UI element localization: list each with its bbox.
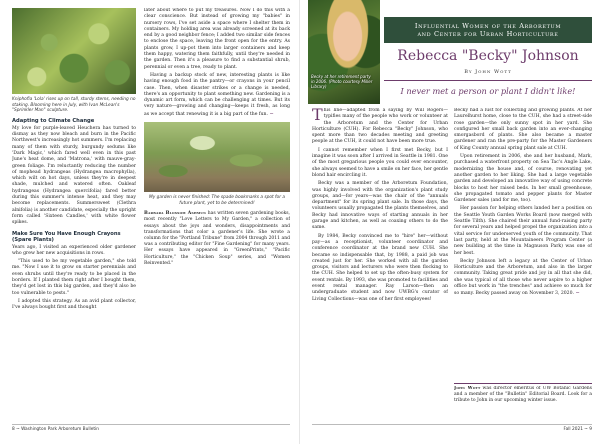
drop-cap: T [312,108,323,124]
end-mark-icon: ~ [269,110,274,117]
title-rule [384,80,592,81]
youth-garden-paragraph: Her passion for helping others landed her a position on the Seattle Youth Garden Works Board (now merged with Seattle Tilth). She chaired their annual fund-raising party for several years and helped propel the organization into a vital service for underserved youth of the community. That last party, held at the Mountaineers Program Center (a new building at the time in Magnuson Park) was one of her best. [454,206,592,256]
series-header-line-1: Influential Women of the Arboretum [414,22,562,30]
author-bio-wott [454,386,592,405]
becky-portrait-caption: Becky at her retirement party in 2006. (Photo courtesy Miller Library) [311,74,373,89]
article-deck: I never met a person or plant I didn't like! [400,86,576,96]
retirement-paragraph: Upon retirement in 2006, she and her husband, Mark, purchased a waterfront property on Sea Tac's Angle Lake, modernizing the house and, of course, renovating yet another garden to her liking. She had a large vegetable garden and developed an innovative way of using concrete blocks to host her raised beds. In her small greenhouse, she propagated tomato and pepper plants for Master Gardener sales (and for me, too). [454,154,592,204]
legacy-text: Becky Johnson left a legacy at the Center of Urban Horticulture and the Arboretum, and also in the larger community. Taking great pride and joy in all that she did, she was typical of all those who never aspire to a higher office but work in "the trenches" and achieve so much for so many. Becky passed away on November 3, 2020. [454,258,592,297]
becky-portrait-photo [308,0,380,104]
author-bio-ashmun-text: has written seven gardening books, most recently "Love Letters to My Garden," a collection of essays about the joys and wonders, disappointments and transformations that color a gardener's life. She wrote a column for the "Portland Tribune" from 2004 through 2011 and was a contributing editor for "Fine Gardening" for many years. Her essays have appeared in "GreenPrints," "Pacific Horticulture," the "Chicken Soup" series, and "Women Reinvented." [144,211,290,266]
right-page-footer: Fall 2021 ~ 9 [563,427,592,432]
home-garden-paragraph: Becky had a lust for collecting and growing plants. At her Laurelhurst home, close to the CUH, she had a street-side rose garden—the only sunny spot in her yard. She configured her small back garden into an ever-changing smorgasbord of plants. She also became a master gardener and ran the pre-party for the Master Gardeners of King County annual spring plant sale at CUH. [454,108,592,151]
series-header-band [384,17,592,43]
holding-area-paragraph: later about where to put my treasures. Now I do this with a clear conscience. But instead of growing my "babies" in nursery rows, I've set aside a space where I shelter them in containers. My holding area was already screened at its back end by a good neighbor fence; I added two similar side fences to enclose the space, leaving the front open for the entry. As plants grow, I up-pot them into larger containers and keep them happy, watering them faithfully, until they're needed in the garden. Then it's a pleasure to find a substantial shrub, perennial or even a tree, ready to plant. [144,8,290,70]
crayons-paragraph-2: "This used to be my vegetable garden," she told me. "Now I use it to grow on starter perennials and even shrubs until they're ready to be placed in the borders. If I planted them right after I bought them, they'd get lost in this big garden, and they'd also be too vulnerable to pests." [12,259,136,296]
byline: By John Wott [464,69,512,75]
opening-paragraph [312,108,448,146]
author-bio-wott-box [454,386,592,422]
kniphofia-photo-caption: Kniphofia 'Lola' rises up on tall, sturdy stems, needing no staking. Blooming here in July, with Ivan McLean's "Sprinkler Man" sculpture. [12,97,136,114]
left-page-column-2 [144,8,290,420]
climate-paragraph: My love for purple-leaved Heuchera has turned to dismay as they now bleach and burn in the Pacific Northwest's increasingly hot summers. I'm replacing many of them with sturdy, burgundy sedums like 'Dark Magic,' which fared well even in this past June's heat dome, and 'Matrona,' with mauve-gray-green foliage. I'm reluctantly reducing the number of mophead hydrangeas (Hydrangea macrophylla), which wilt on hot days, unless they're in deepest shade, mulched and watered often. Oakleaf hydrangeas (Hydrangea quercifolia) fared better during this summer's intense heat, and they may become replacements. Summersweet (Clethra alnifolia) is another candidate, especially the upright form called 'Sixteen Candles,' with white flower spikes. [12,125,136,226]
right-page [300,0,600,444]
author-bio-wott-text: was director emeritus of UW Botanic Gardens and a member of the "Bulletin" Editorial Board. Look for a tribute to John in our upcoming winter issue. [454,386,592,404]
author-name-ashmun: Barbara Blossom Ashmun [144,211,207,217]
cuh-job-paragraph: By 1984, Becky convinced me to "hire" her—without pay—as a receptionist, volunteer coordinator and conference coordinator at the brand new CUH. She became so indispensable that, by 1988, a paid job was created just for her. She worked with all the garden groups, visitors and lecturers who were then flocking to the CUH. She helped to set up the often-busy system for event rentals. By 1993, she was promoted to facilities and event rental manager. Ray Larson—then an undergraduate student and now UWBG's curator of Living Collections—was one of her first employees! [312,233,448,302]
left-page-footer: 8 ~ Washington Park Arboretum Bulletin [12,427,99,432]
backup-stock-paragraph [144,73,290,118]
right-page-column-2 [454,108,592,382]
crayons-paragraph-3: I adopted this strategy. As an avid plant collector, I've always bought first and thought [12,298,136,311]
section-heading-climate: Adapting to Climate Change [12,117,95,124]
garden-spade-photo-caption: My garden is never finished: The spade bookmarks a spot for a future plant, yet to be determined! [149,195,285,206]
legacy-paragraph [454,259,592,298]
right-page-column-1 [312,108,448,416]
bio-rule [454,383,592,384]
backup-stock-text: Having a backup stock of new, interesting plants is like having enough food in the pantry—or crayons in your pencil case. Then, when disaster strikes or a change is needed, there's an opportunity to plant something new. Gardening is a dynamic art form, which can be challenging at times. But its very nature—growing and changing—keeps it fresh, as long as we accept that renewing it is a big part of the fun. [144,72,290,117]
section-heading-crayons: Make Sure You Have Enough Crayons (Spare Plants) [12,230,121,243]
crayons-paragraph-1: Years ago, I visited an experienced older gardener who grew her new acquisitions in rows. [12,244,136,256]
left-page-column-1 [12,8,136,420]
right-footer-rule [312,424,592,425]
foundation-paragraph: Becky was a member of the Arboretum Foundation, was highly involved with the organization's plant study groups, and—for years—was the chair of the "annuals department" for its spring plant sale. In those days, the volunteers usually propagated the plants themselves, and Becky had innovative ways of starting annuals in her garage and kitchen, as well as coaxing others to do the same. [312,181,448,231]
kniphofia-photo [12,8,136,94]
end-mark-icon: ~ [575,290,580,297]
left-footer-rule [12,424,290,425]
author-name-wott: John Wott [454,386,481,391]
garden-spade-photo [144,122,290,192]
first-meeting-paragraph: I cannot remember when I first met Becky, but I imagine it was soon after I arrived in Seattle in 1981. One of the most gregarious people you could ever encounter, she always seemed to have a smile on her face, her gentle blond hair encircling it. [312,147,448,178]
opening-paragraph-text: his line—adapted from a saying by Will Rogers—typifies many of the people who work or volunteer at the Arboretum and the Center for Urban Horticulture (CUH). For Rebecca "Becky" Johnson, who spent more than two decades meeting and greeting people at the CUH, it could not have been more true. [312,108,448,145]
article-title: Rebecca "Becky" Johnson [397,48,579,64]
author-bio-ashmun [144,211,290,267]
series-header-line-2: and Center for Urban Horticulture [417,30,559,38]
